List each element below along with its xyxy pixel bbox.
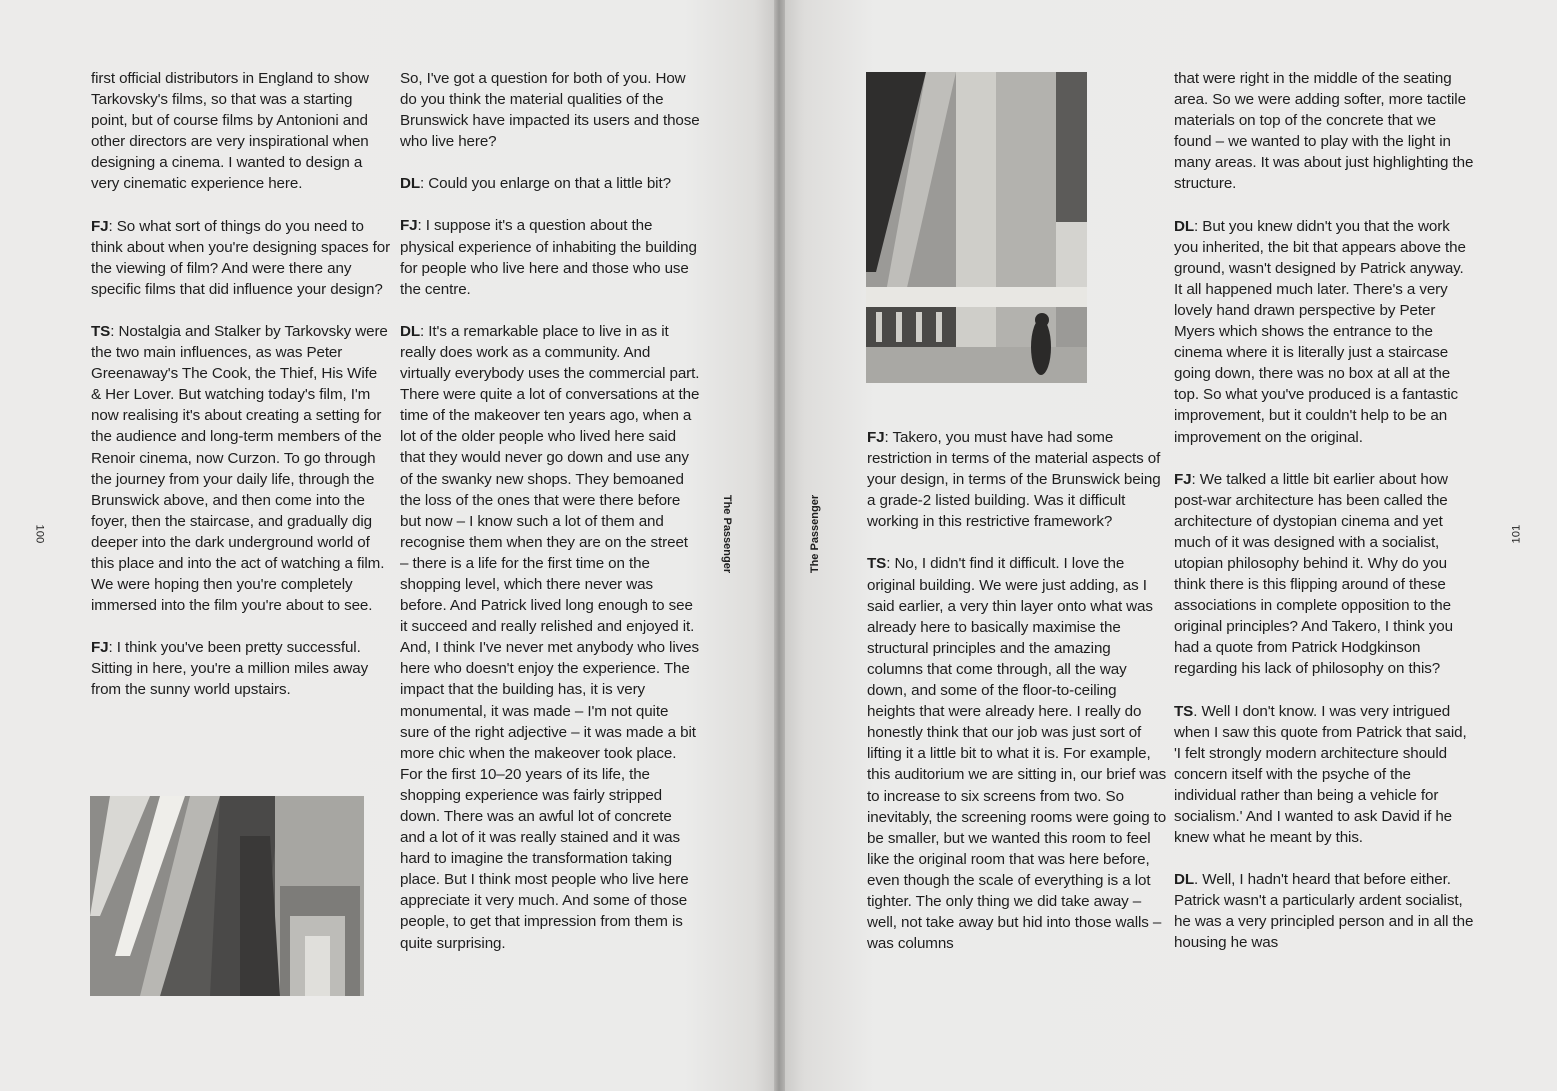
running-head: The Passenger <box>721 494 734 574</box>
speaker-label: DL <box>1174 871 1195 889</box>
speaker-label: TS <box>91 322 111 340</box>
speaker-label: FJ <box>400 217 418 235</box>
paragraph: DL. Well, I hadn't heard that before either. Patrick wasn't a particularly ardent socialist, he was a very principled person and in all the housing he was <box>1174 871 1474 952</box>
page-number: 101 <box>1510 524 1523 544</box>
photo-brunswick-columns <box>866 72 1087 383</box>
paragraph: first official distributors in England to show Tarkovsky's films, so that was a starting point, but of course films by Antonioni and other directors are very inspirational when designing a cinema. I wanted to design a very cinematic experience here. <box>91 70 369 193</box>
paragraph: So, I've got a question for both of you. How do you think the material qualities of the Brunswick have impacted its users and those who live here? <box>400 70 700 151</box>
paragraph: DL: Could you enlarge on that a little bit? <box>400 175 671 193</box>
running-head: The Passenger <box>809 494 822 574</box>
photo-underground-corridor <box>90 796 364 996</box>
book-gutter <box>774 0 785 1091</box>
column-4 <box>1174 68 1474 954</box>
paragraph: FJ: I think you've been pretty successful. Sitting in here, you're a million miles away from the sunny world upstairs. <box>91 639 369 699</box>
paragraph: FJ: I suppose it's a question about the physical experience of inhabiting the building for people who live here and those who use the centre. <box>400 217 697 298</box>
speaker-label: TS <box>1174 702 1194 720</box>
paragraph: FJ: Takero, you must have had some restriction in terms of the material aspects of your design, in terms of the Brunswick being a grade-2 listed building. Was it difficult working in this restrictive framework? <box>867 429 1161 531</box>
speaker-label: FJ <box>867 429 885 446</box>
paragraph: TS: Nostalgia and Stalker by Tarkovsky were the two main influences, as was Peter Greenaway's The Cook, the Thief, His Wife & Her Lover. But watching today's film, I'm now realising it's about creating a setting for the audience and long-term members of the Renoir cinema, now Curzon. To go through the journey from your daily life, through the Brunswick above, and then come into the foyer, then the staircase, and gradually dig deeper into the dark underground world of this place and into the act of watching a film. We were hoping then you're completely immersed into the film you're about to see. <box>91 322 388 615</box>
speaker-label: FJ <box>1174 470 1192 488</box>
paragraph: FJ: We talked a little bit earlier about how post-war architecture has been called the architecture of dystopian cinema and yet much of it was designed with a socialist, utopian philosophy behind it. Why do you think there is this flipping around of these associations in complete opposition to the original principles? And Takero, I think you had a quote from Patrick Hodgkinson regarding his lack of philosophy on this? <box>1174 470 1453 678</box>
page-number: 100 <box>33 524 46 544</box>
paragraph: TS. Well I don't know. I was very intrigued when I saw this quote from Patrick that said, 'I felt strongly modern architecture should concern itself with the psyche of the individual rather than being a vehicle for socialism.' And I wanted to ask David if he knew what he meant by this. <box>1174 702 1467 847</box>
speaker-label: DL <box>400 322 421 340</box>
paragraph: TS: No, I didn't find it difficult. I love the original building. We were just adding, as I said earlier, a very thin layer onto what was already here to basically maximise the structural principles and the amazing columns that come through, all the way down, and some of the floor-to-ceiling heights that were already here. I really do honestly think that our job was just sort of lifting it a little bit to what it is. For example, this auditorium we are sitting in, our brief was to increase to six screens from two. So inevitably, the screening rooms were going to be smaller, but we wanted this room to feel like the original room that was here before, even though the scale of everything is a lot tighter. The only thing we did take away – well, not take away but hid into those walls – was columns <box>867 555 1167 953</box>
column-3 <box>867 427 1167 954</box>
paragraph: DL: It's a remarkable place to live in as it really does work as a community. And virtually everybody uses the commercial part. There were quite a lot of conversations at the time of the makeover ten years ago, when a lot of the older people who lived here said that they would never go down and use any of the swanky new shops. They bemoaned the loss of the ones that were there before but now – I know such a lot of them and recognise them when they are on the street – there is a life for the first time on the shopping level, which there never was before. And Patrick lived long enough to see it succeed and really relished and enjoyed it. And, I think I've never met anybody who lives here who doesn't enjoy the experience. The impact that the building has, it is very monumental, it was made – I'm not quite sure of the right adjective – it was made a bit more chic when the makeover took place. For the first 10–20 years of its life, the shopping experience was fairly stripped down. There was an awful lot of concrete and a lot of it was really stained and it was hard to imagine the transformation taking place. But I think most people who live here appreciate it very much. And some of those people, to get that impression from them is quite surprising. <box>400 322 700 952</box>
column-2 <box>400 68 700 954</box>
column-1 <box>91 68 391 701</box>
paragraph: FJ: So what sort of things do you need to think about when you're designing spaces for the viewing of film? And were there any specific films that did influence your design? <box>91 217 391 298</box>
speaker-label: TS <box>867 555 887 573</box>
speaker-label: DL <box>1174 217 1195 235</box>
speaker-label: DL <box>400 175 421 193</box>
paragraph: that were right in the middle of the seating area. So we were adding softer, more tactile materials on top of the concrete that we found – we wanted to play with the light in many areas. It was about just highlighting the structure. <box>1174 70 1474 193</box>
speaker-label: FJ <box>91 639 109 657</box>
speaker-label: FJ <box>91 217 109 235</box>
paragraph: DL: But you knew didn't you that the work you inherited, the bit that appears above the ground, wasn't designed by Patrick anyway. It all happened much later. There's a very lovely hand drawn perspective by Peter Myers which shows the entrance to the cinema where it is literally just a staircase going down, there was no box at all at the top. So what you've produced is a fantastic improvement, but it couldn't help to be an improvement on the original. <box>1174 217 1466 446</box>
